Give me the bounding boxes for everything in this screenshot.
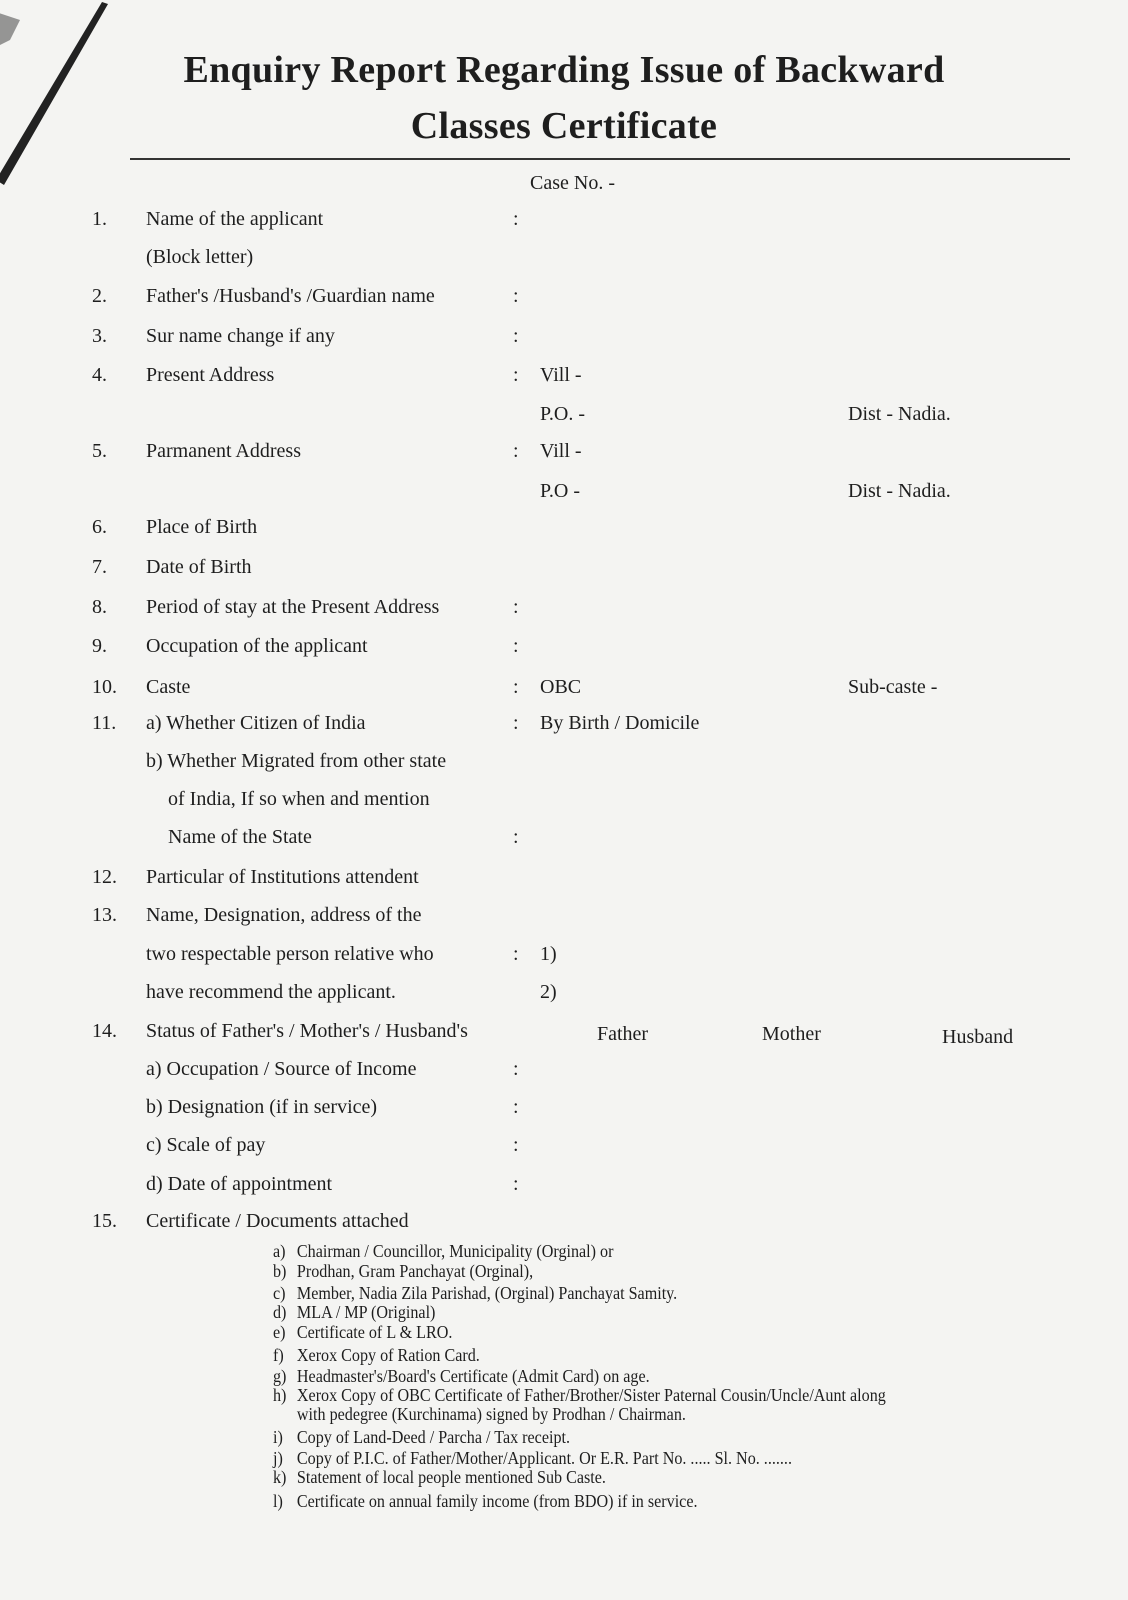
status-column-father: Father [597, 1023, 649, 1045]
document-key: d) [273, 1302, 287, 1322]
document-text: Certificate of L & LRO. [296, 1322, 453, 1342]
document-text: Statement of local people mentioned Sub Caste. [296, 1467, 606, 1487]
field-label: Status of Father's / Mother's / Husband's [146, 1020, 468, 1042]
field-colon: : [513, 676, 519, 698]
field-number: 1. [92, 208, 107, 230]
field-colon: : [513, 440, 519, 462]
field-colon: : [513, 1173, 519, 1195]
field-value: Vill - [540, 364, 582, 386]
document-text: Member, Nadia Zila Parishad, (Orginal) Panchayat Samity. [296, 1283, 678, 1303]
document-key: f) [273, 1345, 284, 1365]
field-number: 6. [92, 516, 107, 538]
document-item [273, 1385, 886, 1406]
field-colon: : [513, 1134, 519, 1156]
field-number: 9. [92, 635, 107, 657]
field-number: 7. [92, 556, 107, 578]
field-label: Certificate / Documents attached [146, 1210, 409, 1232]
field-label: Caste [146, 676, 191, 698]
field-label: a) Whether Citizen of India [146, 712, 366, 734]
field-number: 12. [92, 866, 117, 888]
field-number: 14. [92, 1020, 117, 1042]
field-label: Date of Birth [146, 556, 252, 578]
field-number: 11. [92, 712, 117, 734]
document-item [273, 1345, 480, 1366]
field-label: Name of the State [168, 826, 312, 848]
document-key: b) [273, 1261, 287, 1281]
document-item [273, 1491, 698, 1512]
field-label: Parmanent Address [146, 440, 301, 462]
field-number: 4. [92, 364, 107, 386]
document-text: MLA / MP (Original) [296, 1302, 436, 1322]
document-item [273, 1322, 452, 1343]
field-colon: : [513, 285, 519, 307]
document-item [273, 1366, 650, 1387]
field-label: Period of stay at the Present Address [146, 596, 440, 618]
field-colon: : [513, 325, 519, 347]
field-colon: : [513, 1096, 519, 1118]
field-label: Name of the applicant [146, 208, 324, 230]
field-label: b) Whether Migrated from other state [146, 750, 447, 772]
field-right-value: Sub-caste - [848, 676, 938, 698]
document-key: l) [273, 1491, 283, 1511]
field-value: P.O - [540, 480, 581, 502]
document-item [273, 1467, 606, 1488]
field-label: a) Occupation / Source of Income [146, 1058, 417, 1080]
field-value: 1) [540, 943, 557, 965]
field-label: Sur name change if any [146, 325, 335, 347]
document-item [273, 1448, 792, 1469]
document-key: h) [273, 1385, 287, 1405]
status-column-mother: Mother [762, 1023, 821, 1045]
document-key: k) [273, 1467, 287, 1487]
document-text: Headmaster's/Board's Certificate (Admit Card) on age. [296, 1366, 650, 1386]
field-number: 2. [92, 285, 107, 307]
document-item [273, 1302, 435, 1323]
field-label: have recommend the applicant. [146, 981, 396, 1003]
field-label: Occupation of the applicant [146, 635, 368, 657]
field-number: 13. [92, 904, 117, 926]
status-column-husband: Husband [942, 1026, 1014, 1048]
field-colon: : [513, 943, 519, 965]
field-number: 3. [92, 325, 107, 347]
document-text: Certificate on annual family income (from BDO) if in service. [296, 1491, 698, 1511]
field-colon: : [513, 1058, 519, 1080]
document-key: g) [273, 1366, 287, 1386]
title-line-1: Enquiry Report Regarding Issue of Backward [183, 49, 945, 91]
field-colon: : [513, 635, 519, 657]
document-key: i) [273, 1427, 283, 1447]
field-label: Name, Designation, address of the [146, 904, 422, 926]
title-divider [130, 158, 1070, 160]
document-item [273, 1283, 677, 1304]
field-value: By Birth / Domicile [540, 712, 700, 734]
scan-mark [0, 0, 120, 190]
field-colon: : [513, 712, 519, 734]
document-key: j) [273, 1448, 283, 1468]
field-label: Particular of Institutions attendent [146, 866, 419, 888]
field-number: 15. [92, 1210, 117, 1232]
field-label: c) Scale of pay [146, 1134, 266, 1156]
field-colon: : [513, 208, 519, 230]
document-text: with pedegree (Kurchinama) signed by Prodhan / Chairman. [296, 1404, 686, 1424]
document-text: Chairman / Councillor, Municipality (Orginal) or [296, 1241, 614, 1261]
field-label: Father's /Husband's /Guardian name [146, 285, 435, 307]
field-label: d) Date of appointment [146, 1173, 333, 1195]
field-value: Vill - [540, 440, 582, 462]
document-item [273, 1427, 570, 1448]
document-item [273, 1261, 533, 1282]
title-line-2: Classes Certificate [410, 105, 718, 147]
field-colon: : [513, 364, 519, 386]
document-item [273, 1241, 613, 1262]
field-right-value: Dist - Nadia. [848, 403, 951, 425]
field-colon: : [513, 826, 519, 848]
field-right-value: Dist - Nadia. [848, 480, 951, 502]
field-label: Place of Birth [146, 516, 258, 538]
field-label: (Block letter) [146, 246, 254, 268]
document-key: e) [273, 1322, 286, 1342]
field-number: 8. [92, 596, 107, 618]
field-label: two respectable person relative who [146, 943, 434, 965]
document-text: Copy of P.I.C. of Father/Mother/Applicant. Or E.R. Part No. ..... Sl. No. ....... [296, 1448, 792, 1468]
document-key: c) [273, 1283, 286, 1303]
document-text: Xerox Copy of OBC Certificate of Father/Brother/Sister Paternal Cousin/Uncle/Aunt along [296, 1385, 886, 1405]
field-colon: : [513, 596, 519, 618]
field-number: 10. [92, 676, 117, 698]
document-text: Xerox Copy of Ration Card. [296, 1345, 480, 1365]
document-text: Prodhan, Gram Panchayat (Orginal), [296, 1261, 534, 1281]
field-number: 5. [92, 440, 107, 462]
field-value: 2) [540, 981, 557, 1003]
field-value: OBC [540, 676, 582, 698]
document-text: Copy of Land-Deed / Parcha / Tax receipt. [296, 1427, 571, 1447]
field-label: Present Address [146, 364, 275, 386]
document-item [273, 1404, 686, 1425]
field-label: b) Designation (if in service) [146, 1096, 378, 1118]
case-number: Case No. - [530, 172, 615, 194]
field-value: P.O. - [540, 403, 586, 425]
field-label: of India, If so when and mention [168, 788, 430, 810]
document-key: a) [273, 1241, 286, 1261]
